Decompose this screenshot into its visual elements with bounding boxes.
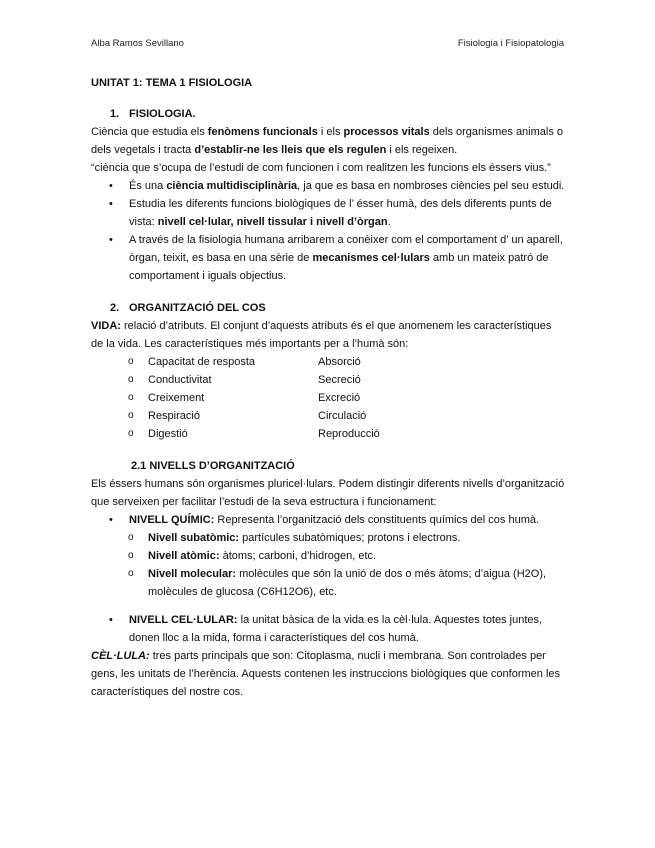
list-item: o Digestió Reproducció [91,425,566,443]
section-1-heading: 1. FISIOLOGIA. [110,108,196,120]
document-title: UNITAT 1: TEMA 1 FISIOLOGIA [91,77,253,89]
list-item: o Nivell molecular: molècules que són la unió de dos o més àtoms; d’aigua (H2O), molècules de glucosa (C6H12O6), etc. [91,565,566,601]
list-item: o Creixement Excreció [91,389,566,407]
list-item: o Capacitat de resposta Absorció [91,353,566,371]
levels-list [91,511,566,601]
section-1-quote: “ciència que s’ocupa de l’estudi de com funcionen i com realitzen les funcions els éssers vius.” [91,162,551,174]
list-item: • Estudia les diferents funcions biològiques de l’ ésser humà, des dels diferents punts de vista: nivell cel·lular, nivell tissular i nivell d’òrgan. [91,195,566,231]
section-2-heading: 2. ORGANITZACIÓ DEL COS [110,302,266,314]
section-2-1-intro: Els éssers humans són organismes pluricel·lulars. Podem distingir diferents nivells d’organització que serveixen per facilitar l’estudi de la seva estructura i funcionament: [91,478,565,508]
list-item: o Nivell subatòmic: partícules subatòmiques; protons i electrons. [91,529,566,547]
characteristics-list [91,353,566,443]
document-body [91,74,566,701]
vida-definition: VIDA: relació d’atributs. El conjunt d’aquests atributs és el que anomenem les característiques de la vida. Les característiques més importants per a l’humà són: [91,320,552,350]
section-1-bullets [91,177,566,285]
header-subject: Fisiologia i Fisiopatologia [457,38,564,49]
cellula-definition: CÈL·LULA: tres parts principals que son: Citoplasma, nucli i membrana. Son controlades per gens, les unitats de l’herència. Aquests contenen les instruccions biològiques que conformen les característiques del nostre cos. [91,650,561,698]
list-item: • NIVELL QUÍMIC: Representa l’organització dels constituents químics del cos humà. o Nivell subatòmic: partícules subatòmiques; protons i electrons. o Nivell atòmic: àtoms; carboni, d’hidrogen, etc. o Nivell molecular: molècules que són la unió de dos o més àtoms; d’aigua (H2O), molècules de glucosa (C6H12O6), etc. [91,511,566,601]
list-item: • A través de la fisiologia humana arribarem a conèixer com el comportament d’ un aparell, òrgan, teixit, es basa en una sèrie de mecanismes cel·lulars amb un mateix patró de comportament i iguals objectius. [91,231,566,285]
list-item: o Respiració Circulació [91,407,566,425]
section-2-1-heading: 2.1 NIVELLS D’ORGANITZACIÓ [131,460,295,472]
list-item: o Nivell atòmic: àtoms; carboni, d’hidrogen, etc. [91,547,566,565]
list-item: o Conductivitat Secreció [91,371,566,389]
header-author: Alba Ramos Sevillano [91,38,184,49]
chemical-sublevels [91,529,566,601]
list-item: • NIVELL CEL·LULAR: la unitat bàsica de la vida es la cèl·lula. Aquestes totes juntes, donen lloc a la mida, forma i característiques del cos humà. [91,611,566,647]
levels-list-2 [91,611,566,647]
list-item: • És una ciència multidisciplinària, ja que es basa en nombroses ciències pel seu estudi. [91,177,566,195]
section-1-definition: Ciència que estudia els fenòmens funcionals i els processos vitals dels organismes animals o dels vegetals i tracta d’establir-ne les lleis que els regulen i els regeixen. [91,126,564,156]
